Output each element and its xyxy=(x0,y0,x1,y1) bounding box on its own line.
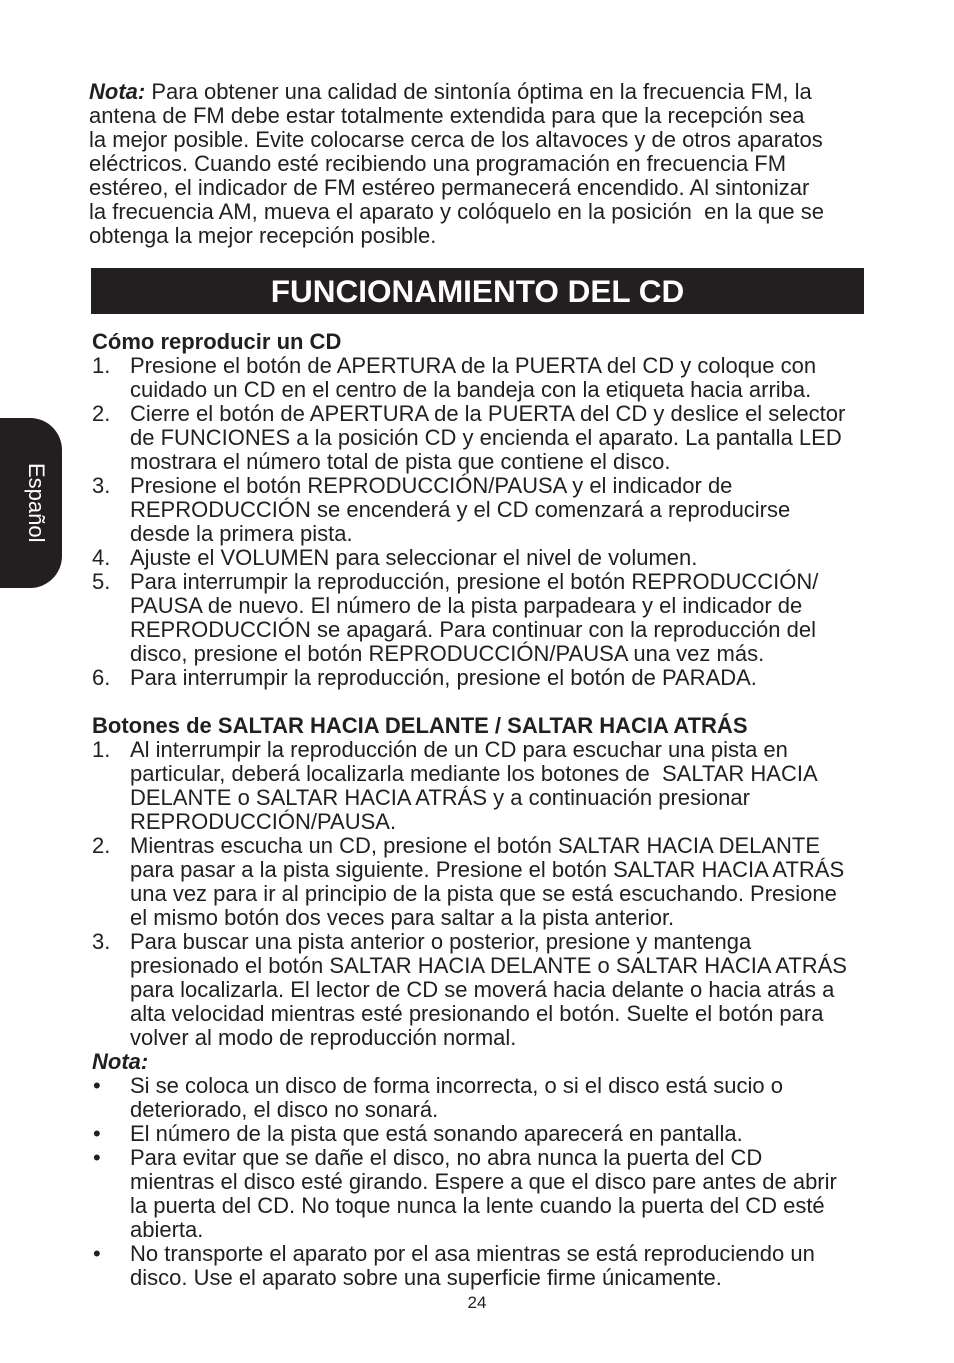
step-number: 4. xyxy=(92,545,111,570)
step-text: Para buscar una pista anterior o posterior, presione y mantenga presionado el botón SALTAR HACIA DELANTE o SALTAR HACIA ATRÁS para localizarla. El lector de CD se moverá hacia delante o hacia atrás a alta velocidad mientras esté presionando el botón. Suelte el botón para volver al modo de reproducción normal. xyxy=(130,929,847,1050)
bullet-icon: • xyxy=(93,1121,101,1146)
step-number: 1. xyxy=(92,353,111,378)
step-text: Cierre el botón de APERTURA de la PUERTA del CD y deslice el selector de FUNCIONES a la posición CD y encienda el aparato. La pantalla LED mostrara el número total de pista que contiene el disco. xyxy=(130,401,846,474)
list-item xyxy=(92,930,882,1050)
play-cd-steps xyxy=(92,354,882,690)
notes-label: Nota: xyxy=(92,1049,149,1074)
note-text: No transporte el aparato por el asa mientras se está reproduciendo un disco. Use el aparato sobre una superficie firme únicamente. xyxy=(130,1241,815,1290)
list-item xyxy=(92,1242,882,1290)
step-text: Ajuste el VOLUMEN para seleccionar el nivel de volumen. xyxy=(130,545,698,570)
step-text: Mientras escucha un CD, presione el botón SALTAR HACIA DELANTE para pasar a la pista siguiente. Presione el botón SALTAR HACIA ATRÁS una vez para ir al principio de la pista que se está escuchando. Presione el mismo botón dos veces para saltar a la pista anterior. xyxy=(130,833,845,930)
step-number: 3. xyxy=(92,929,111,954)
step-text: Para interrumpir la reproducción, presione el botón REPRODUCCIÓN/ PAUSA de nuevo. El número de la pista parpadeara y el indicador de REPRODUCCIÓN se apagará. Para continuar con la reproducción del disco, presione el botón REPRODUCCIÓN/PAUSA una vez más. xyxy=(130,569,819,666)
step-number: 5. xyxy=(92,569,111,594)
list-item xyxy=(92,474,882,546)
list-item xyxy=(92,1122,882,1146)
section-title-bar xyxy=(91,268,864,314)
list-item xyxy=(92,1146,882,1242)
list-item xyxy=(92,666,882,690)
step-number: 3. xyxy=(92,473,111,498)
bullet-icon: • xyxy=(93,1145,101,1170)
note-label: Nota: xyxy=(89,79,146,104)
skip-buttons-heading: Botones de SALTAR HACIA DELANTE / SALTAR HACIA ATRÁS xyxy=(92,713,748,738)
step-number: 6. xyxy=(92,665,111,690)
step-text: Presione el botón REPRODUCCIÓN/PAUSA y el indicador de REPRODUCCIÓN se encenderá y el CD comenzará a reproducirse desde la primera pista. xyxy=(130,473,791,546)
play-cd-heading: Cómo reproducir un CD xyxy=(92,329,342,354)
fm-antenna-note xyxy=(89,80,824,248)
language-side-tab xyxy=(0,418,62,588)
step-text: Al interrumpir la reproducción de un CD para escuchar una pista en particular, deberá localizarla mediante los botones de SALTAR HACIA DELANTE o SALTAR HACIA ATRÁS y a continuación presionar REPRODUCCIÓN/PAUSA. xyxy=(130,737,818,834)
skip-steps xyxy=(92,738,882,1050)
bullet-icon: • xyxy=(93,1073,101,1098)
list-item xyxy=(92,834,882,930)
step-number: 1. xyxy=(92,737,111,762)
list-item xyxy=(92,354,882,402)
step-number: 2. xyxy=(92,401,111,426)
notes-list xyxy=(92,1074,882,1290)
note-text: Para obtener una calidad de sintonía óptima en la frecuencia FM, la antena de FM debe estar totalmente extendida para que la recepción sea la mejor posible. Evite colocarse cerca de los altavoces y de otros aparatos eléctricos. Cuando esté recibiendo una programación en frecuencia FM estéreo, el indicador de FM estéreo permanecerá encendido. Al sintonizar la frecuencia AM, mueva el aparato y colóquelo en la posición en la que se obtenga la mejor recepción posible. xyxy=(89,79,825,248)
list-item xyxy=(92,402,882,474)
list-item xyxy=(92,1074,882,1122)
section-title: FUNCIONAMIENTO DEL CD xyxy=(270,273,685,309)
language-tab-label: Español xyxy=(24,463,49,543)
step-text: Para interrumpir la reproducción, presione el botón de PARADA. xyxy=(130,665,757,690)
bullet-icon: • xyxy=(93,1241,101,1266)
list-item xyxy=(92,570,882,666)
page-number: 24 xyxy=(467,1293,487,1312)
note-text: El número de la pista que está sonando aparecerá en pantalla. xyxy=(130,1121,743,1146)
list-item xyxy=(92,738,882,834)
step-number: 2. xyxy=(92,833,111,858)
note-text: Para evitar que se dañe el disco, no abra nunca la puerta del CD mientras el disco esté girando. Espere a que el disco pare antes de abrir la puerta del CD. No toque nunca la lente cuando la puerta del CD esté abierta. xyxy=(130,1145,837,1242)
step-text: Presione el botón de APERTURA de la PUERTA del CD y coloque con cuidado un CD en el centro de la bandeja con la etiqueta hacia arriba. xyxy=(130,353,817,402)
section-content xyxy=(92,330,882,1290)
list-item xyxy=(92,546,882,570)
note-text: Si se coloca un disco de forma incorrecta, o si el disco está sucio o deteriorado, el disco no sonará. xyxy=(130,1073,783,1122)
